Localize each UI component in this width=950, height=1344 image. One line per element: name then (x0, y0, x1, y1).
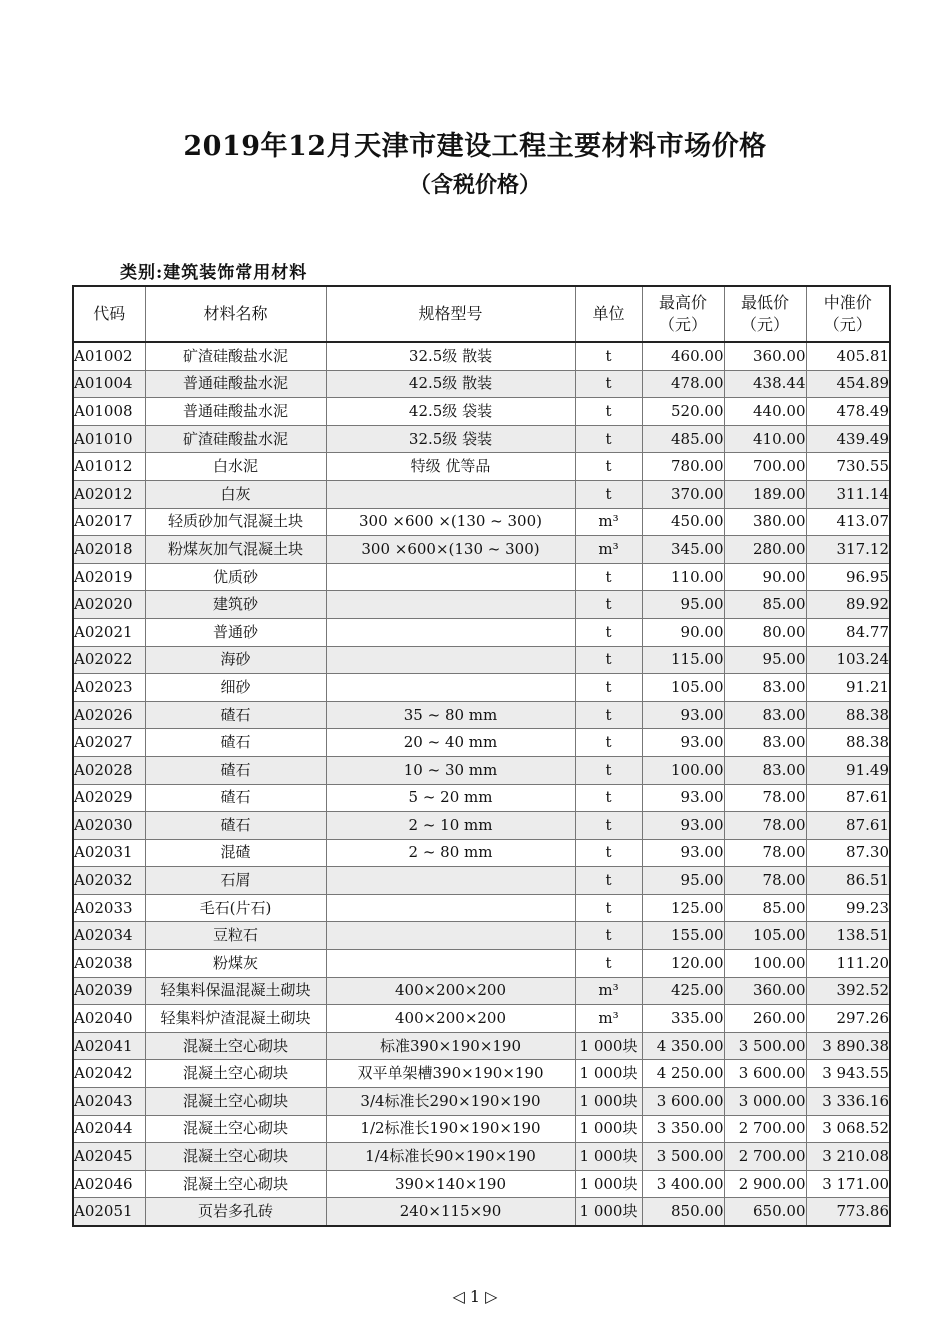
cell-spec: 32.5级 袋装 (326, 425, 575, 453)
cell-min-price: 83.00 (724, 674, 806, 702)
cell-mid-price: 86.51 (806, 867, 890, 895)
header-min-label: 最低价 (740, 293, 789, 312)
cell-mid-price: 413.07 (806, 508, 890, 536)
table-row (73, 508, 890, 536)
cell-max-price: 4 250.00 (642, 1060, 724, 1088)
cell-min-price: 90.00 (724, 563, 806, 591)
cell-code: A02033 (73, 894, 145, 922)
header-code: 代码 (73, 286, 145, 342)
cell-code: A02044 (73, 1115, 145, 1143)
cell-material-name: 混凝土空心砌块 (145, 1115, 326, 1143)
header-spec: 规格型号 (326, 286, 575, 342)
cell-material-name: 豆粒石 (145, 922, 326, 950)
cell-mid-price: 317.12 (806, 536, 890, 564)
cell-min-price: 380.00 (724, 508, 806, 536)
cell-spec (326, 922, 575, 950)
cell-mid-price: 88.38 (806, 701, 890, 729)
cell-max-price: 3 500.00 (642, 1143, 724, 1171)
cell-spec (326, 480, 575, 508)
table-row (73, 618, 890, 646)
cell-code: A02028 (73, 756, 145, 784)
cell-unit: t (575, 618, 642, 646)
cell-spec: 400×200×200 (326, 1005, 575, 1033)
cell-unit: t (575, 453, 642, 481)
cell-spec (326, 563, 575, 591)
cell-spec: 5 ~ 20 mm (326, 784, 575, 812)
cell-unit: m³ (575, 1005, 642, 1033)
table-row (73, 1060, 890, 1088)
cell-min-price: 3 500.00 (724, 1032, 806, 1060)
cell-min-price: 700.00 (724, 453, 806, 481)
cell-unit: t (575, 922, 642, 950)
cell-min-price: 360.00 (724, 342, 806, 370)
cell-unit: t (575, 425, 642, 453)
cell-material-name: 混凝土空心砌块 (145, 1032, 326, 1060)
cell-code: A02021 (73, 618, 145, 646)
cell-spec (326, 894, 575, 922)
cell-unit: t (575, 701, 642, 729)
cell-spec: 1/4标准长90×190×190 (326, 1143, 575, 1171)
cell-mid-price: 96.95 (806, 563, 890, 591)
cell-min-price: 95.00 (724, 646, 806, 674)
cell-mid-price: 99.23 (806, 894, 890, 922)
cell-mid-price: 3 943.55 (806, 1060, 890, 1088)
cell-spec: 特级 优等品 (326, 453, 575, 481)
table-row (73, 591, 890, 619)
cell-mid-price: 730.55 (806, 453, 890, 481)
cell-material-name: 优质砂 (145, 563, 326, 591)
table-row (73, 398, 890, 426)
cell-min-price: 2 700.00 (724, 1115, 806, 1143)
cell-max-price: 780.00 (642, 453, 724, 481)
cell-code: A01004 (73, 370, 145, 398)
cell-spec: 10 ~ 30 mm (326, 756, 575, 784)
table-row (73, 839, 890, 867)
cell-code: A02042 (73, 1060, 145, 1088)
cell-spec: 400×200×200 (326, 977, 575, 1005)
cell-spec (326, 646, 575, 674)
cell-material-name: 轻集料保温混凝土砌块 (145, 977, 326, 1005)
table-row (73, 1088, 890, 1116)
header-max-price (642, 286, 724, 342)
cell-min-price: 83.00 (724, 756, 806, 784)
cell-min-price: 78.00 (724, 784, 806, 812)
cell-unit: t (575, 646, 642, 674)
cell-material-name: 海砂 (145, 646, 326, 674)
cell-material-name: 矿渣硅酸盐水泥 (145, 425, 326, 453)
table-row (73, 977, 890, 1005)
cell-min-price: 80.00 (724, 618, 806, 646)
cell-material-name: 建筑砂 (145, 591, 326, 619)
cell-spec: 42.5级 袋装 (326, 398, 575, 426)
cell-code: A02034 (73, 922, 145, 950)
cell-max-price: 93.00 (642, 784, 724, 812)
table-row (73, 922, 890, 950)
cell-max-price: 93.00 (642, 839, 724, 867)
cell-code: A01012 (73, 453, 145, 481)
header-name: 材料名称 (145, 286, 326, 342)
cell-material-name: 碴石 (145, 729, 326, 757)
cell-code: A02031 (73, 839, 145, 867)
table-row (73, 894, 890, 922)
cell-mid-price: 87.30 (806, 839, 890, 867)
cell-unit: t (575, 839, 642, 867)
table-row (73, 1198, 890, 1226)
cell-max-price: 3 600.00 (642, 1088, 724, 1116)
cell-material-name: 毛石(片石) (145, 894, 326, 922)
cell-mid-price: 87.61 (806, 812, 890, 840)
cell-spec: 42.5级 散装 (326, 370, 575, 398)
table-row (73, 1032, 890, 1060)
table-row (73, 812, 890, 840)
table-row (73, 480, 890, 508)
cell-code: A02051 (73, 1198, 145, 1226)
cell-unit: 1 000块 (575, 1088, 642, 1116)
cell-min-price: 85.00 (724, 894, 806, 922)
cell-unit: t (575, 563, 642, 591)
cell-max-price: 370.00 (642, 480, 724, 508)
table-row (73, 1115, 890, 1143)
cell-mid-price: 392.52 (806, 977, 890, 1005)
cell-unit: t (575, 756, 642, 784)
cell-mid-price: 297.26 (806, 1005, 890, 1033)
cell-unit: t (575, 950, 642, 978)
table-row (73, 1005, 890, 1033)
cell-mid-price: 111.20 (806, 950, 890, 978)
cell-max-price: 520.00 (642, 398, 724, 426)
cell-mid-price: 478.49 (806, 398, 890, 426)
cell-spec: 双平单架槽390×190×190 (326, 1060, 575, 1088)
cell-material-name: 白灰 (145, 480, 326, 508)
cell-code: A02023 (73, 674, 145, 702)
cell-min-price: 105.00 (724, 922, 806, 950)
cell-min-price: 78.00 (724, 867, 806, 895)
cell-mid-price: 3 068.52 (806, 1115, 890, 1143)
cell-code: A02017 (73, 508, 145, 536)
cell-material-name: 混凝土空心砌块 (145, 1170, 326, 1198)
table-row (73, 867, 890, 895)
cell-unit: m³ (575, 977, 642, 1005)
cell-min-price: 438.44 (724, 370, 806, 398)
table-row (73, 950, 890, 978)
cell-spec: 32.5级 散装 (326, 342, 575, 370)
cell-mid-price: 103.24 (806, 646, 890, 674)
cell-max-price: 345.00 (642, 536, 724, 564)
cell-min-price: 650.00 (724, 1198, 806, 1226)
cell-code: A02039 (73, 977, 145, 1005)
cell-unit: t (575, 591, 642, 619)
cell-unit: t (575, 867, 642, 895)
cell-min-price: 280.00 (724, 536, 806, 564)
cell-mid-price: 439.49 (806, 425, 890, 453)
cell-max-price: 100.00 (642, 756, 724, 784)
cell-material-name: 轻集料炉渣混凝土砌块 (145, 1005, 326, 1033)
cell-spec: 2 ~ 10 mm (326, 812, 575, 840)
page-subtitle: （含税价格） (408, 172, 541, 198)
table-row (73, 425, 890, 453)
cell-material-name: 白水泥 (145, 453, 326, 481)
cell-spec: 390×140×190 (326, 1170, 575, 1198)
cell-min-price: 2 700.00 (724, 1143, 806, 1171)
cell-unit: t (575, 370, 642, 398)
cell-material-name: 混凝土空心砌块 (145, 1143, 326, 1171)
cell-material-name: 碴石 (145, 701, 326, 729)
cell-unit: t (575, 398, 642, 426)
cell-code: A02012 (73, 480, 145, 508)
header-max-label: 最高价 (658, 293, 707, 312)
cell-mid-price: 87.61 (806, 784, 890, 812)
cell-min-price: 85.00 (724, 591, 806, 619)
cell-max-price: 155.00 (642, 922, 724, 950)
cell-material-name: 普通硅酸盐水泥 (145, 370, 326, 398)
cell-spec: 20 ~ 40 mm (326, 729, 575, 757)
cell-max-price: 485.00 (642, 425, 724, 453)
header-mid-label: 中准价 (823, 293, 872, 312)
cell-mid-price: 3 890.38 (806, 1032, 890, 1060)
cell-material-name: 碴石 (145, 784, 326, 812)
cell-max-price: 95.00 (642, 591, 724, 619)
cell-unit: 1 000块 (575, 1198, 642, 1226)
cell-unit: t (575, 674, 642, 702)
cell-code: A02030 (73, 812, 145, 840)
cell-spec (326, 674, 575, 702)
cell-unit: 1 000块 (575, 1170, 642, 1198)
cell-max-price: 110.00 (642, 563, 724, 591)
cell-max-price: 125.00 (642, 894, 724, 922)
cell-spec: 300 ×600 ×(130 ~ 300) (326, 508, 575, 536)
cell-code: A02020 (73, 591, 145, 619)
cell-unit: t (575, 729, 642, 757)
cell-min-price: 260.00 (724, 1005, 806, 1033)
cell-material-name: 粉煤灰加气混凝土块 (145, 536, 326, 564)
table-row (73, 453, 890, 481)
table-body (73, 342, 890, 1226)
cell-code: A02018 (73, 536, 145, 564)
cell-max-price: 478.00 (642, 370, 724, 398)
cell-max-price: 93.00 (642, 729, 724, 757)
cell-mid-price: 84.77 (806, 618, 890, 646)
table-row (73, 729, 890, 757)
cell-unit: t (575, 480, 642, 508)
cell-mid-price: 773.86 (806, 1198, 890, 1226)
cell-min-price: 78.00 (724, 839, 806, 867)
cell-code: A02022 (73, 646, 145, 674)
cell-unit: 1 000块 (575, 1115, 642, 1143)
table-row (73, 342, 890, 370)
cell-max-price: 120.00 (642, 950, 724, 978)
cell-mid-price: 405.81 (806, 342, 890, 370)
cell-code: A02032 (73, 867, 145, 895)
category-label: 类别:建筑装饰常用材料 (120, 263, 308, 283)
cell-code: A02040 (73, 1005, 145, 1033)
cell-mid-price: 3 210.08 (806, 1143, 890, 1171)
table-row (73, 1170, 890, 1198)
cell-min-price: 3 000.00 (724, 1088, 806, 1116)
cell-min-price: 2 900.00 (724, 1170, 806, 1198)
cell-max-price: 4 350.00 (642, 1032, 724, 1060)
table-row (73, 536, 890, 564)
cell-mid-price: 454.89 (806, 370, 890, 398)
cell-code: A02045 (73, 1143, 145, 1171)
table-row (73, 784, 890, 812)
cell-max-price: 460.00 (642, 342, 724, 370)
cell-max-price: 850.00 (642, 1198, 724, 1226)
cell-unit: 1 000块 (575, 1143, 642, 1171)
cell-code: A01002 (73, 342, 145, 370)
cell-max-price: 3 350.00 (642, 1115, 724, 1143)
cell-code: A02041 (73, 1032, 145, 1060)
header-unit: 单位 (575, 286, 642, 342)
cell-max-price: 105.00 (642, 674, 724, 702)
cell-spec: 1/2标准长190×190×190 (326, 1115, 575, 1143)
cell-min-price: 3 600.00 (724, 1060, 806, 1088)
cell-material-name: 矿渣硅酸盐水泥 (145, 342, 326, 370)
cell-min-price: 360.00 (724, 977, 806, 1005)
cell-max-price: 115.00 (642, 646, 724, 674)
cell-spec: 300 ×600×(130 ~ 300) (326, 536, 575, 564)
cell-max-price: 425.00 (642, 977, 724, 1005)
cell-max-price: 90.00 (642, 618, 724, 646)
cell-max-price: 3 400.00 (642, 1170, 724, 1198)
cell-material-name: 混碴 (145, 839, 326, 867)
cell-mid-price: 3 336.16 (806, 1088, 890, 1116)
cell-material-name: 碴石 (145, 812, 326, 840)
cell-code: A02046 (73, 1170, 145, 1198)
cell-unit: 1 000块 (575, 1032, 642, 1060)
cell-code: A02029 (73, 784, 145, 812)
cell-spec: 标准390×190×190 (326, 1032, 575, 1060)
table-row (73, 756, 890, 784)
cell-spec: 2 ~ 80 mm (326, 839, 575, 867)
table-row (73, 370, 890, 398)
cell-material-name: 普通砂 (145, 618, 326, 646)
cell-mid-price: 3 171.00 (806, 1170, 890, 1198)
cell-code: A02026 (73, 701, 145, 729)
cell-mid-price: 311.14 (806, 480, 890, 508)
cell-material-name: 碴石 (145, 756, 326, 784)
cell-max-price: 93.00 (642, 812, 724, 840)
cell-min-price: 83.00 (724, 729, 806, 757)
table-header-row (73, 286, 890, 342)
table-row (73, 674, 890, 702)
cell-min-price: 189.00 (724, 480, 806, 508)
cell-max-price: 335.00 (642, 1005, 724, 1033)
cell-unit: m³ (575, 536, 642, 564)
cell-code: A01008 (73, 398, 145, 426)
cell-material-name: 粉煤灰 (145, 950, 326, 978)
cell-unit: t (575, 784, 642, 812)
header-max-unit: （元） (658, 315, 707, 334)
cell-spec: 3/4标准长290×190×190 (326, 1088, 575, 1116)
cell-min-price: 410.00 (724, 425, 806, 453)
cell-min-price: 440.00 (724, 398, 806, 426)
cell-spec (326, 867, 575, 895)
page-title: 2019年12月天津市建设工程主要材料市场价格 (183, 131, 767, 162)
header-mid-unit: （元） (823, 315, 872, 334)
cell-min-price: 83.00 (724, 701, 806, 729)
header-min-unit: （元） (740, 315, 789, 334)
cell-mid-price: 89.92 (806, 591, 890, 619)
cell-material-name: 普通硅酸盐水泥 (145, 398, 326, 426)
cell-code: A01010 (73, 425, 145, 453)
cell-spec (326, 618, 575, 646)
table-row (73, 563, 890, 591)
cell-mid-price: 138.51 (806, 922, 890, 950)
cell-spec: 240×115×90 (326, 1198, 575, 1226)
cell-max-price: 95.00 (642, 867, 724, 895)
cell-code: A02043 (73, 1088, 145, 1116)
cell-min-price: 78.00 (724, 812, 806, 840)
price-table (72, 285, 891, 1227)
table-row (73, 1143, 890, 1171)
cell-unit: t (575, 894, 642, 922)
header-min-price (724, 286, 806, 342)
cell-spec: 35 ~ 80 mm (326, 701, 575, 729)
cell-min-price: 100.00 (724, 950, 806, 978)
cell-material-name: 混凝土空心砌块 (145, 1060, 326, 1088)
cell-material-name: 石屑 (145, 867, 326, 895)
cell-spec (326, 950, 575, 978)
cell-code: A02019 (73, 563, 145, 591)
cell-mid-price: 88.38 (806, 729, 890, 757)
cell-material-name: 混凝土空心砌块 (145, 1088, 326, 1116)
cell-unit: t (575, 812, 642, 840)
cell-material-name: 细砂 (145, 674, 326, 702)
cell-unit: t (575, 342, 642, 370)
cell-code: A02038 (73, 950, 145, 978)
cell-spec (326, 591, 575, 619)
cell-mid-price: 91.21 (806, 674, 890, 702)
cell-unit: m³ (575, 508, 642, 536)
cell-code: A02027 (73, 729, 145, 757)
page-number: ◁ 1 ▷ (452, 1287, 498, 1306)
cell-mid-price: 91.49 (806, 756, 890, 784)
header-mid-price (806, 286, 890, 342)
cell-material-name: 轻质砂加气混凝土块 (145, 508, 326, 536)
cell-max-price: 450.00 (642, 508, 724, 536)
cell-material-name: 页岩多孔砖 (145, 1198, 326, 1226)
table-row (73, 701, 890, 729)
table-row (73, 646, 890, 674)
cell-max-price: 93.00 (642, 701, 724, 729)
cell-unit: 1 000块 (575, 1060, 642, 1088)
